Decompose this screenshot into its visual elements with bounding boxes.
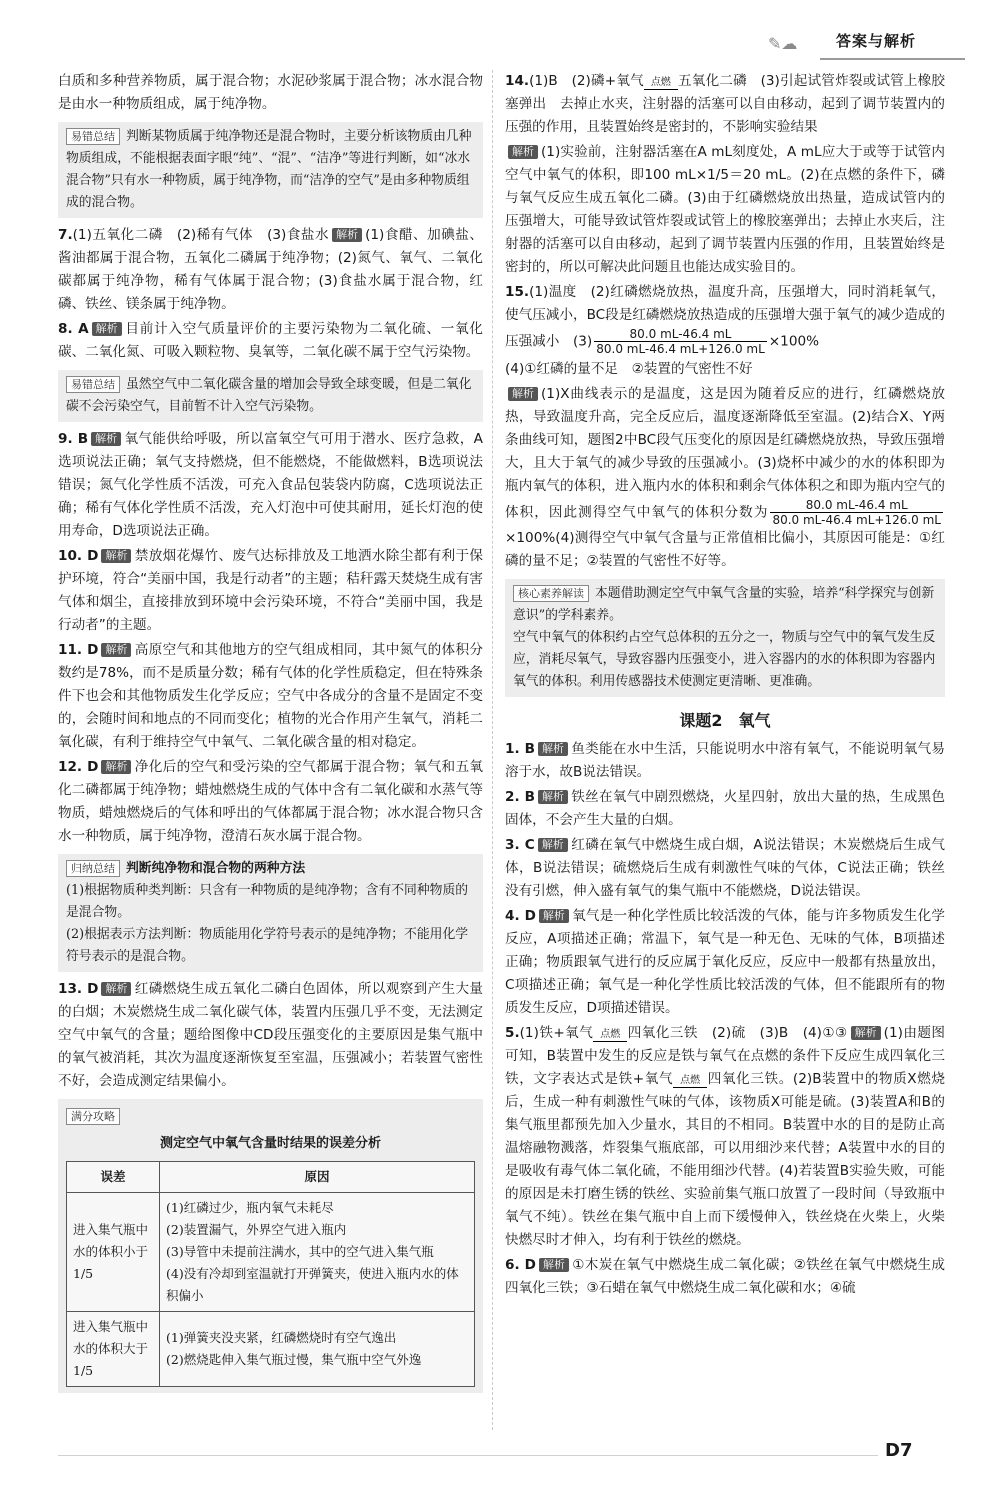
fraction-denominator: 80.0 mL-46.4 mL+126.0 mL [772, 513, 941, 527]
fraction-numerator: 80.0 mL-46.4 mL [770, 498, 943, 513]
analysis-text: 鱼类能在水中生活，只能说明水中溶有氧气，不能说明氧气易溶于水，故B说法错误。 [505, 741, 946, 780]
analysis-text: 铁丝在氧气中剧烈燃烧，火星四射，放出大量的热，生成黑色固体，不会产生大量的白烟。 [505, 789, 946, 828]
column-divider [492, 70, 493, 1430]
answer-1 [505, 738, 945, 784]
question-number: 12. D [58, 759, 99, 775]
page-header [0, 0, 1000, 60]
question-11 [58, 639, 483, 754]
analysis-text: 四氧化三铁。(2)B装置中的物质X燃烧后，生成一种有刺激性气味的气体，该物质X可能是硫。(3)装置A和B的集气瓶里都预先加入少量水，其目的不相同。B装置中水的目的是防止高温熔融物溅落，炸裂集气瓶底部，可以用细沙来代替；A装置中水的目的是吸收有毒气体二氧化硫，不能用细沙代替。(4)若装置B实验失败，可能的原因是未打磨生锈的铁丝、实验前集气瓶口放置了一段时间（导致瓶中氧气不纯）。铁丝在集气瓶中自上而下缓慢伸入，铁丝烧在火柴上，火柴快燃尽时才伸入，均有利于铁丝的燃烧。 [505, 1071, 946, 1248]
question-13 [58, 978, 483, 1093]
answer-5 [505, 1022, 945, 1252]
question-14 [505, 70, 945, 139]
analysis-tag: 解析 [101, 643, 131, 657]
question-14-analysis [505, 141, 945, 279]
summary-point-2: (2)根据表示方法判断：物质能用化学符号表示的是纯净物；不能用化学符号表示的是混合物。 [66, 927, 469, 964]
answer-text: 四氧化三铁 (2)硫 (3)B (4)①③ [627, 1025, 848, 1041]
tip-box-1 [58, 122, 483, 218]
analysis-tag: 解析 [101, 760, 131, 774]
tip-tag: 易错总结 [66, 128, 120, 145]
question-10 [58, 545, 483, 637]
fraction-numerator: 80.0 mL-46.4 mL [594, 327, 767, 342]
analysis-tag: 解析 [539, 909, 569, 923]
core-text: 本题借助测定空气中氧气含量的实验，培养“科学探究与创新意识”的学科素养。 [513, 586, 935, 623]
cause-item: (2)燃烧匙伸入集气瓶过慢，集气瓶中空气外逸 [166, 1352, 422, 1367]
question-number: 3. C [505, 837, 535, 853]
cause-item: (3)导管中未提前注满水，其中的空气进入集气瓶 [166, 1244, 434, 1259]
summary-point-1: (1)根据物质种类判断：只含有一种物质的是纯净物；含有不同种物质的是混合物。 [66, 883, 469, 920]
error-cell: 进入集气瓶中水的体积大于1/5 [67, 1312, 160, 1387]
question-number: 14. [505, 73, 530, 89]
summary-tag: 归纳总结 [66, 860, 120, 877]
table-row [67, 1312, 475, 1387]
cause-item: (4)没有冷却到室温就打开弹簧夹，使进入瓶内水的体积偏小 [166, 1266, 459, 1303]
question-number: 7. [58, 227, 73, 243]
fraction [594, 327, 767, 356]
analysis-text: 净化后的空气和受污染的空气都属于混合物；氧气和五氧化二磷都属于纯净物；蜡烛燃烧生成的气体中含有二氧化碳和水蒸气等物质，蜡烛燃烧后的气体和呼出的气体都属于混合物；冰水混合物只含水一种物质，属于纯净物，澄清石灰水属于混合物。 [58, 759, 483, 844]
header-title: 答案与解析 [836, 32, 917, 50]
strategy-tag: 满分攻略 [66, 1108, 120, 1125]
answer-6 [505, 1254, 945, 1300]
fraction [770, 498, 943, 527]
fraction-denominator: 80.0 mL-46.4 mL+126.0 mL [596, 342, 765, 356]
question-number: 1. B [505, 741, 535, 757]
analysis-tag: 解析 [538, 790, 568, 804]
question-number: 9. B [58, 431, 89, 447]
answer-3 [505, 834, 945, 903]
question-number: 6. D [505, 1257, 536, 1273]
page-number: D7 [885, 1440, 913, 1461]
analysis-tag: 解析 [539, 1258, 569, 1272]
right-column [505, 70, 945, 1302]
tip-text: 虽然空气中二氧化碳含量的增加会导致全球变暖，但是二氧化碳不会污染空气，目前暂不计入空气污染物。 [66, 377, 472, 414]
mascot-icon: ✎☁ [768, 34, 798, 53]
analysis-text: 高原空气和其他地方的空气组成相同，其中氮气的体积分数约是78%，而不是质量分数；稀有气体的化学性质稳定，但在特殊条件下也会和其他物质发生化学反应；空气中各成分的含量不是固定不变的，会随时间和地点的不同而变化；植物的光合作用产生氧气，消耗二氧化碳，有利于维持空气中氧气、二氧化碳含量的相对稳定。 [58, 642, 483, 750]
analysis-tag: 解析 [538, 838, 568, 852]
reaction-arrow [673, 1075, 707, 1088]
analysis-tag: 解析 [538, 742, 568, 756]
cause-item: (1)红磷过少，瓶内氧气未耗尽 [166, 1200, 334, 1215]
reaction-condition: 点燃 [680, 1075, 701, 1086]
header-rule [820, 58, 965, 60]
analysis-tag: 解析 [508, 145, 538, 159]
reaction-condition: 点燃 [650, 77, 671, 88]
tip-tag: 易错总结 [66, 376, 120, 393]
reaction-arrow [644, 77, 678, 90]
analysis-text: (1)实验前，注射器活塞在A mL刻度处，A mL应大于或等于试管内空气中氧气的体积，即100 mL×1/5＝20 mL。(2)在点燃的条件下，磷与氧气反应生成五氧化二磷。(3)由于红磷燃烧放出热量，造成试管内的压强增大，可能导致试管炸裂或试管上的橡胶塞弹出；去掉止水夹后，注射器的活塞可以自由移动，起到了调节装置内压强的作用，且装置始终是密封的，所以可解决此问题且也能达成实验目的。 [505, 144, 945, 275]
reaction-arrow [593, 1029, 627, 1042]
table-title: 测定空气中氧气含量时结果的误差分析 [159, 1136, 381, 1151]
question-number: 2. B [505, 789, 535, 805]
core-tag: 核心素养解读 [513, 585, 589, 602]
question-15-part4: (4)①红磷的量不足 ②装置的气密性不好 [505, 361, 753, 377]
answer-text: (1)温度 (2)红磷燃烧放热，温度升高，压强增大，同时消耗氧气，使气压减小，BC段是红磷燃烧放热造成的压强增大强于氧气的减少造成的压强减小 (3) [505, 284, 945, 350]
tip-box-2 [58, 370, 483, 422]
analysis-text: (4)测得空气中氧气含量与正常值相比偏小，其原因可能是：①红磷的量不足；②装置的气密性不好等。 [505, 530, 945, 569]
analysis-tag: 解析 [851, 1026, 881, 1040]
header-cause: 原因 [160, 1162, 475, 1193]
analysis-text: ①木炭在氧气中燃烧生成二氧化碳；②铁丝在氧气中燃烧生成四氧化三铁；③石蜡在氧气中燃烧生成二氧化碳和水；④硫 [505, 1257, 945, 1296]
analysis-tag: 解析 [101, 549, 131, 563]
intro-text: 白质和多种营养物质，属于混合物；水泥砂浆属于混合物；冰水混合物是由水一种物质组成，属于纯净物。 [58, 73, 483, 112]
header-error: 误差 [67, 1162, 160, 1193]
analysis-text: (1)由题图可知，B装置中发生的反应是铁与氧气在点燃的条件下反应生成四氧化三铁，文字表达式是铁+氧气 [505, 1025, 945, 1087]
answer-2 [505, 786, 945, 832]
question-number: 4. D [505, 908, 536, 924]
question-number: 15. [505, 284, 530, 300]
cause-item: (2)装置漏气，外界空气进入瓶内 [166, 1222, 347, 1237]
question-8 [58, 318, 483, 364]
analysis-text: 红磷在氧气中燃烧生成白烟，A说法错误；木炭燃烧后生成气体，B说法错误；硫燃烧后生成有刺激性气味的气体，C说法正确；铁丝没有引燃，伸入盛有氧气的集气瓶中不能燃烧，D说法错误。 [505, 837, 945, 899]
question-number: 10. D [58, 548, 99, 564]
cause-cell [160, 1193, 475, 1312]
error-analysis-box [58, 1099, 483, 1393]
answer-text: (1)铁+氧气 [519, 1025, 594, 1041]
question-number: 13. D [58, 981, 99, 997]
left-column [58, 70, 483, 1393]
percent-suffix: ×100% [768, 333, 820, 350]
percent-suffix: ×100% [505, 530, 556, 546]
answer-4 [505, 905, 945, 1020]
summary-box [58, 854, 483, 972]
analysis-text: (1)X曲线表示的是温度，这是因为随着反应的进行，红磷燃烧放热，导致温度升高，完全反应后，温度逐渐降低至室温。(2)结合X、Y两条曲线可知，题图2中BC段气压变化的原因是红磷燃烧放热，导致压强增大，且大于氧气的减少导致的压强减小。(3)烧杯中减少的水的体积即为瓶内氧气的体积，进入瓶内水的体积和剩余气体体积之和即为瓶内空气的体积，因此测得空气中氧气的体积分数为 [505, 386, 945, 521]
analysis-text: 氧气是一种化学性质比较活泼的气体，能与许多物质发生化学反应，A项描述正确；常温下，氧气是一种无色、无味的气体，B项描述正确；物质跟氧气进行的反应属于氧化反应，反应中一般都有热量放出，C项描述正确；氧气是一种化学性质比较活泼的气体，但不能跟所有的物质发生反应，D项描述错误。 [505, 908, 946, 1016]
question-number: 8. A [58, 321, 89, 337]
cause-item: (1)弹簧夹没夹紧，红磷燃烧时有空气逸出 [166, 1330, 397, 1345]
core-literacy-box [505, 579, 945, 697]
analysis-text: 红磷燃烧生成五氧化二磷白色固体，所以观察到产生大量的白烟；木炭燃烧生成二氧化碳气体，装置内压强几乎不变，无法测定空气中氧气的含量；题给图像中CD段压强变化的主要原因是集气瓶中的氧气被消耗，其次为温度逐渐恢复至室温，压强减小；若装置气密性不好，会造成测定结果偏小。 [58, 981, 483, 1089]
analysis-tag: 解析 [101, 982, 131, 996]
answer-text: (1)B (2)磷+氧气 [529, 73, 644, 89]
analysis-text: 目前计入空气质量评价的主要污染物为二氧化硫、一氧化碳、二氧化氮、可吸入颗粒物、臭氧等，二氧化碳不属于空气污染物。 [58, 321, 483, 360]
question-7 [58, 224, 483, 316]
question-9 [58, 428, 483, 543]
analysis-tag: 解析 [92, 322, 122, 336]
table-row [67, 1193, 475, 1312]
error-cell: 进入集气瓶中水的体积小于1/5 [67, 1193, 160, 1312]
reaction-condition: 点燃 [600, 1029, 621, 1040]
answer-text: 五氧化二磷 (3)引起试管炸裂或试管上橡胶塞弹出 去掉止水夹，注射器的活塞可以自由移动，起到了调节装置内的压强的作用，且装置始终是密封的，不影响实验结果 [505, 73, 945, 135]
answer-text: (1)五氧化二磷 (2)稀有气体 (3)食盐水 [72, 227, 330, 243]
analysis-text: 氧气能供给呼吸，所以富氧空气可用于潜水、医疗急救，A选项说法正确；氧气支持燃烧，但不能燃烧，不能做燃料，B选项说法错误；氮气化学性质不活泼，可充入食品包装袋内防腐，C选项说法正确；稀有气体化学性质不活泼，充入灯泡中可使其耐用，延长灯泡的使用寿命，D选项说法正确。 [58, 431, 483, 539]
question-15 [505, 281, 945, 356]
question-number: 5. [505, 1025, 520, 1041]
analysis-tag: 解析 [508, 387, 538, 401]
question-12 [58, 756, 483, 848]
question-number: 11. D [58, 642, 99, 658]
table-header-row [67, 1162, 475, 1193]
analysis-tag: 解析 [332, 228, 362, 242]
lesson-title: 课题2 氧气 [679, 711, 771, 730]
analysis-tag: 解析 [91, 432, 121, 446]
summary-title: 判断纯净物和混合物的两种方法 [126, 861, 306, 876]
tip-text: 判断某物质属于纯净物还是混合物时，主要分析该物质由几种物质组成，不能根据表面字眼“纯”、“混”、“洁净”等进行判断，如“冰水混合物”只有水一种物质，属于纯净物，而“洁净的空气”是由多种物质组成的混合物。 [66, 129, 472, 210]
analysis-text: 禁放烟花爆竹、废气达标排放及工地洒水除尘都有利于保护环境，符合“美丽中国，我是行动者”的主题；秸秆露天焚烧生成有害气体和烟尘，直接排放到环境中会污染环境，不符合“美丽中国，我是行动者”的主题。 [58, 548, 483, 633]
analysis-text: (1)食醋、加碘盐、酱油都属于混合物，五氧化二磷属于纯净物；(2)氮气、氧气、二氧化碳都属于纯净物，稀有气体属于混合物；(3)食盐水属于混合物，红磷、铁丝、镁条属于纯净物。 [58, 227, 483, 312]
error-analysis-table [66, 1161, 475, 1387]
footer-rule [58, 1455, 878, 1456]
cause-cell [160, 1312, 475, 1387]
core-text-2: 空气中氧气的体积约占空气总体积的五分之一，物质与空气中的氧气发生反应，消耗尽氧气，导致容器内压强变小，进入容器内的水的体积即为容器内氧气的体积。利用传感器技术使测定更清晰、更准确。 [513, 630, 936, 689]
question-15-analysis [505, 383, 945, 573]
